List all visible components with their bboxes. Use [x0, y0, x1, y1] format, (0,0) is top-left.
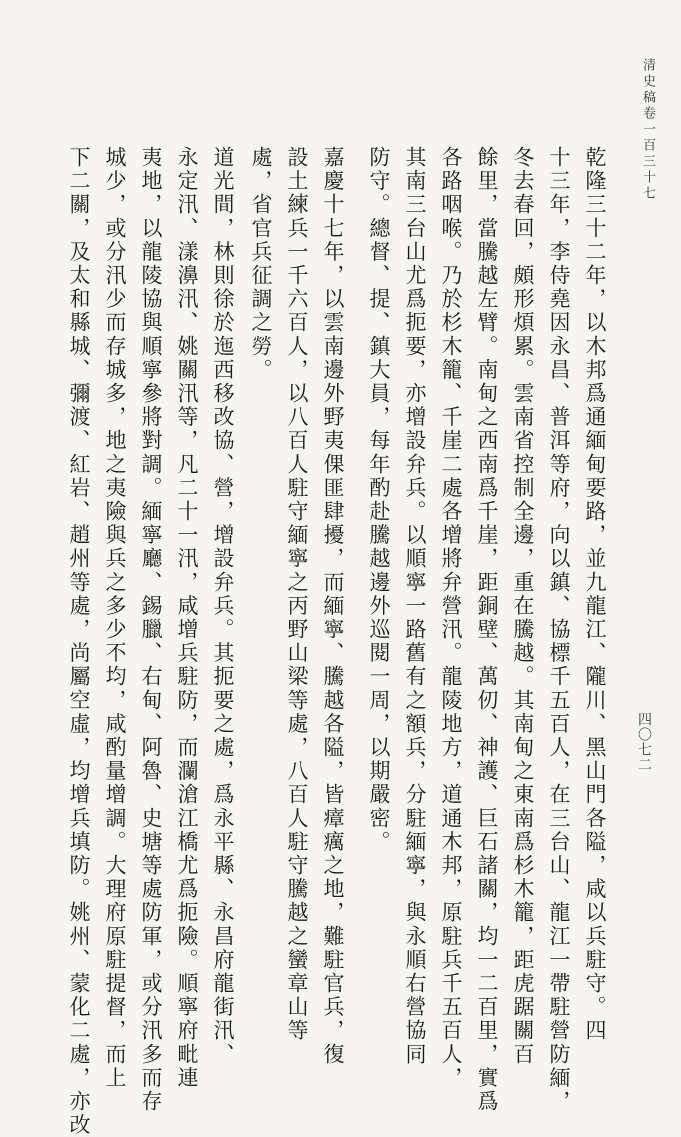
text-column: 道光間，林則徐於迤西移改協、營，增設弁兵。其扼要之處，爲永平縣、永昌府龍街汛、 [211, 146, 235, 1067]
text-column: 城少，或分汛少而存城多，地之夷險與兵之多少不均，咸酌量增調。大理府原駐提督，而上 [103, 146, 127, 1090]
text-column: 處，省官兵征調之勞。 [249, 146, 273, 382]
text-column: 下二關，及太和縣城、彌渡、紅岩、趙州等處，尚屬空虛，均增兵填防。姚州、蒙化二處，亦改 [67, 146, 91, 1137]
text-column: 冬去春回，頗形煩累。雲南省控制全邊，重在騰越。其南甸之東南爲杉木籠，距虎踞關百 [511, 146, 535, 1067]
text-column: 嘉慶十七年，以雲南邊外野夷倮匪肆擾，而緬寧、騰越各隘，皆瘴癘之地，難駐官兵，復 [321, 146, 345, 1067]
text-column: 十三年，李侍堯因永昌、普洱等府，向以鎮、協標千五百人，在三台山、龍江一帶駐營防緬， [547, 146, 571, 1114]
page-number: 四〇七二 [636, 712, 652, 772]
text-column: 夷地，以龍陵協與順寧參將對調。緬寧廳、錫臘、右甸、阿魯、史塘等處防軍，或分汛多而存 [139, 146, 163, 1114]
text-column: 防守。總督、提、鎮大員，每年酌赴騰越邊外巡閱一周，以期嚴密。 [367, 146, 391, 854]
running-title: 清史稿卷一百三十七 [640, 58, 655, 202]
text-column: 其南三台山尤爲扼要，亦增設弁兵。以順寧一路舊有之額兵，分駐緬寧，與永順右營協同 [403, 146, 427, 1067]
text-column: 永定汛、漾濞汛、姚關汛等，凡二十一汛，咸增兵駐防，而瀾滄江橋尤爲扼險。順寧府毗連 [175, 146, 199, 1090]
text-column: 乾隆三十二年，以木邦爲通緬甸要路，並九龍江、隴川、黑山門各隘，咸以兵駐守。四 [583, 146, 607, 1043]
text-column: 餘里，當騰越左臂。南甸之西南爲千崖，距銅壁、萬仞、神護、巨石諸關，均一二百里，實爲 [475, 146, 499, 1114]
text-column: 各路咽喉。乃於杉木籠、千崖二處各增將弁營汛。龍陵地方，道通木邦，原駐兵千五百人， [439, 146, 463, 1090]
text-column: 設土練兵一千六百人，以八百人駐守緬寧之丙野山梁等處，八百人駐守騰越之蠻章山等 [285, 146, 309, 1043]
